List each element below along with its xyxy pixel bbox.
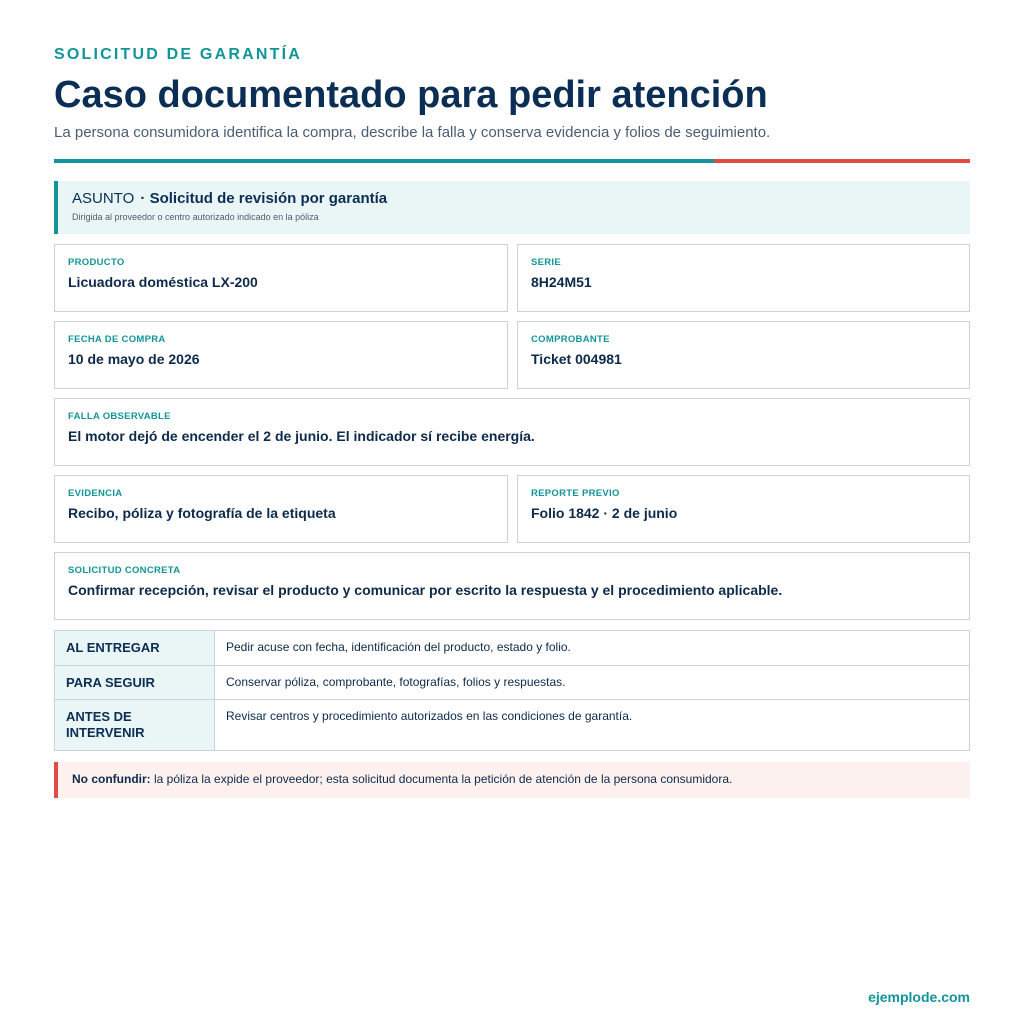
step-key: AL ENTREGAR [55, 631, 215, 666]
subject-code: ASUNTO [72, 190, 135, 207]
field-prior-report [517, 475, 970, 543]
header-divider [54, 159, 970, 163]
footer-site-link[interactable]: ejemplode.com [868, 989, 970, 1005]
field-value: Recibo, póliza y fotografía de la etiqueta [68, 505, 336, 521]
field-request [54, 552, 970, 620]
page-title: Caso documentado para pedir atención [54, 74, 768, 116]
step-key: ANTES DE INTERVENIR [55, 700, 215, 751]
field-label: SERIE [531, 257, 562, 268]
field-fault [54, 398, 970, 466]
field-receipt [517, 321, 970, 389]
field-product [54, 244, 508, 312]
document-eyebrow: SOLICITUD DE GARANTÍA [54, 46, 302, 63]
field-serial [517, 244, 970, 312]
subject-title: Solicitud de revisión por garantía [149, 190, 388, 207]
note-text: la póliza la expide el proveedor; esta solicitud documenta la petición de atención de la persona consumidora. [150, 772, 733, 786]
field-label: EVIDENCIA [68, 488, 123, 499]
field-label: FECHA DE COMPRA [68, 334, 166, 345]
field-label: REPORTE PREVIO [531, 488, 620, 499]
page-subtitle: La persona consumidora identifica la compra, describe la falla y conserva evidencia y folios de seguimiento. [54, 124, 771, 141]
table-row [55, 666, 970, 700]
note-lead: No confundir: [72, 772, 151, 786]
clarification-note [54, 762, 970, 798]
follow-up-table [54, 630, 970, 751]
divider-red-segment [714, 159, 970, 163]
step-text: Pedir acuse con fecha, identificación del producto, estado y folio. [215, 631, 970, 666]
subject-banner [54, 181, 970, 234]
field-value: Licuadora doméstica LX-200 [68, 274, 258, 290]
step-text: Revisar centros y procedimiento autorizados en las condiciones de garantía. [215, 700, 970, 751]
table-row [55, 631, 970, 666]
field-value: El motor dejó de encender el 2 de junio. El indicador sí recibe energía. [68, 428, 535, 444]
field-value: Confirmar recepción, revisar el producto y comunicar por escrito la respuesta y el procedimiento aplicable. [68, 582, 783, 598]
field-value: Ticket 004981 [531, 351, 622, 367]
field-value: 8H24M51 [531, 274, 592, 290]
field-label: SOLICITUD CONCRETA [68, 565, 181, 576]
step-text: Conservar póliza, comprobante, fotografías, folios y respuestas. [215, 666, 970, 700]
field-evidence [54, 475, 508, 543]
table-row [55, 700, 970, 751]
field-label: COMPROBANTE [531, 334, 610, 345]
field-value: 10 de mayo de 2026 [68, 351, 200, 367]
field-label: FALLA OBSERVABLE [68, 411, 171, 422]
subject-line [72, 190, 970, 207]
field-value: Folio 1842 · 2 de junio [531, 505, 678, 521]
subject-note: Dirigida al proveedor o centro autorizado indicado en la póliza [72, 212, 319, 222]
step-key: PARA SEGUIR [55, 666, 215, 700]
field-purchase-date [54, 321, 508, 389]
field-label: PRODUCTO [68, 257, 125, 268]
subject-separator: · [140, 190, 146, 207]
divider-teal-segment [54, 159, 714, 163]
